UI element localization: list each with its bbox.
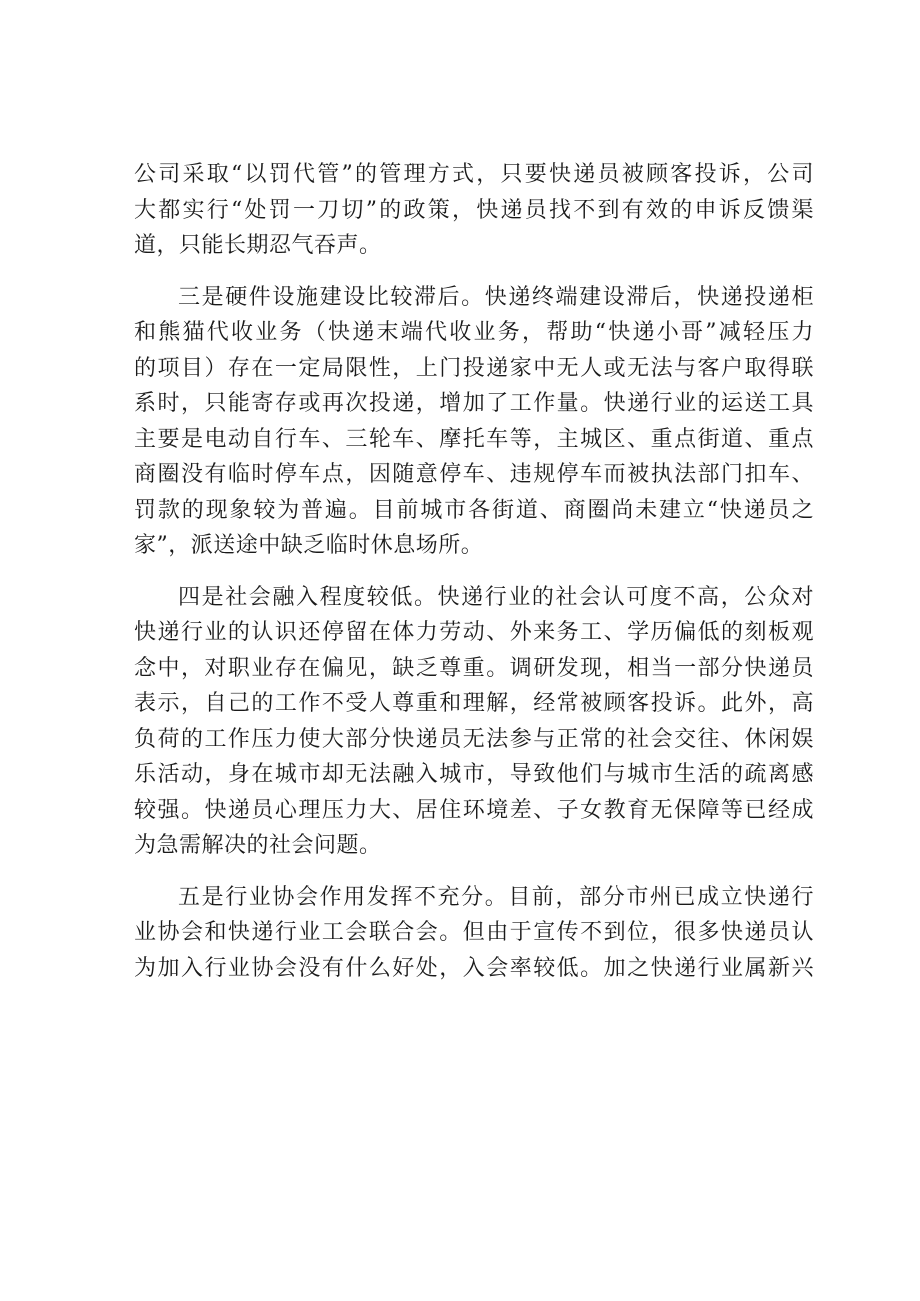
- text-line: 三是硬件设施建设比较滞后。快递终端建设滞后，快递投递柜: [178, 284, 814, 310]
- text-line: 为急需解决的社会问题。: [134, 833, 382, 858]
- text-line: 主要是电动自行车、三轮车、摩托车等，主城区、重点街道、重点: [134, 426, 814, 452]
- text-line: 和熊猫代收业务（快递末端代收业务，帮助“快递小哥”减轻压力: [134, 320, 814, 345]
- text-line: 公司采取“以罚代管”的管理方式，只要快递员被顾客投诉，公司: [134, 162, 814, 187]
- text-line: 较强。快递员心理压力大、居住环境差、子女教育无保障等已经成: [134, 797, 814, 823]
- text-line: 大都实行“处罚一刀切”的政策，快递员找不到有效的申诉反馈渠: [134, 197, 814, 223]
- paragraph-industry-association: [134, 880, 814, 987]
- text-line: 家”，派送途中缺乏临时休息场所。: [134, 533, 484, 558]
- text-line: 四是社会融入程度较低。快递行业的社会认可度不高，公众对: [178, 584, 814, 610]
- text-line: 商圈没有临时停车点，因随意停车、违规停车而被执法部门扣车、: [134, 462, 814, 487]
- text-line: 业协会和快递行业工会联合会。但由于宣传不到位，很多快递员认: [134, 920, 814, 945]
- text-line: 罚款的现象较为普遍。目前城市各街道、商圈尚未建立“快递员之: [134, 497, 814, 523]
- text-line: 负荷的工作压力使大部分快递员无法参与正常的社会交往、休闲娱: [134, 726, 814, 752]
- text-line: 为加入行业协会没有什么好处，入会率较低。加之快递行业属新兴: [134, 955, 814, 981]
- paragraph-complaint-handling: [134, 157, 814, 264]
- text-line: 的项目）存在一定局限性，上门投递家中无人或无法与客户取得联: [134, 355, 814, 381]
- text-line: 念中，对职业存在偏见，缺乏尊重。调研发现，相当一部分快递员: [134, 655, 814, 681]
- paragraph-social-integration: [134, 580, 814, 864]
- text-line: 表示，自己的工作不受人尊重和理解，经常被顾客投诉。此外，高: [134, 691, 814, 716]
- text-line: 道，只能长期忍气吞声。: [134, 233, 382, 258]
- paragraph-hardware-facilities: [134, 280, 814, 564]
- text-line: 快递行业的认识还停留在体力劳动、外来务工、学历偏低的刻板观: [134, 620, 814, 645]
- text-line: 系时，只能寄存或再次投递，增加了工作量。快递行业的运送工具: [134, 391, 814, 416]
- text-line: 五是行业协会作用发挥不充分。目前，部分市州已成立快递行: [178, 884, 814, 910]
- document-body: [134, 157, 814, 1002]
- text-line: 乐活动，身在城市却无法融入城市，导致他们与城市生活的疏离感: [134, 762, 814, 787]
